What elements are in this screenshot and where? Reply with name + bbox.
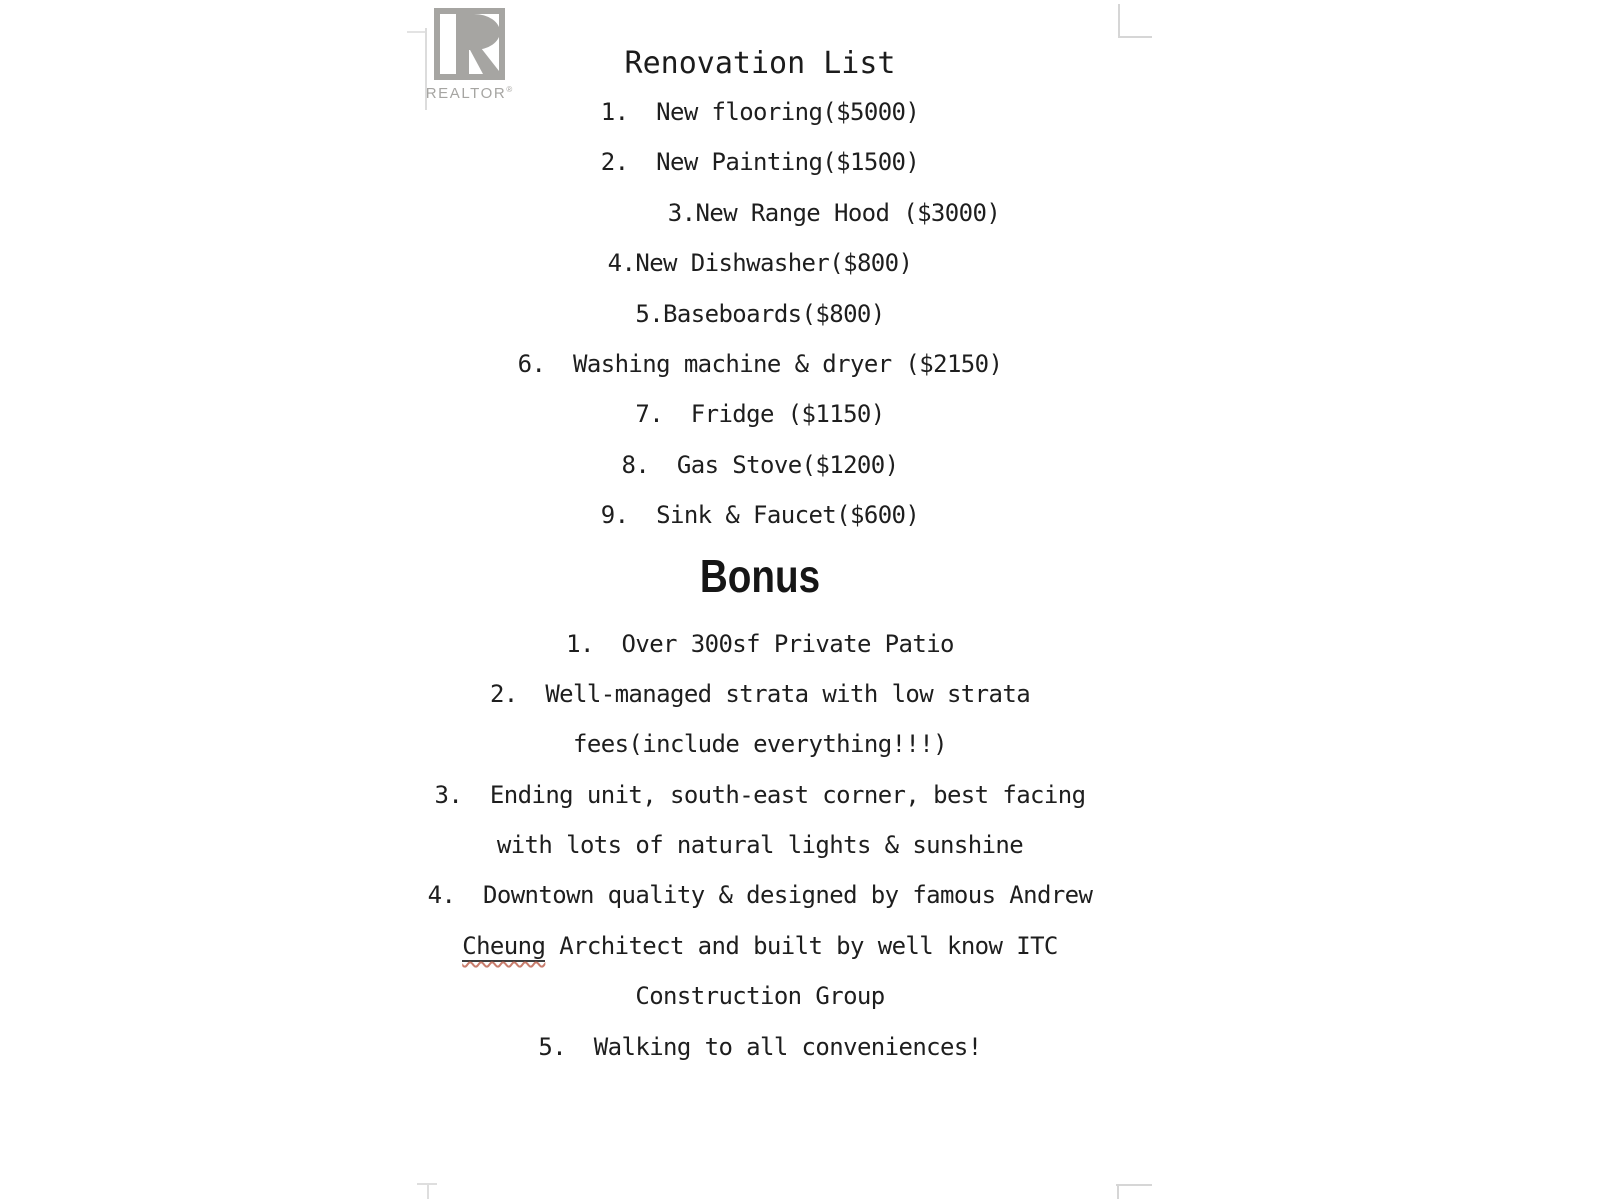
bonus-list-item [400,669,1120,770]
document-content [400,40,1120,1072]
renovation-list-item: 1. New flooring($5000) [600,98,920,126]
bonus-heading: Bonus [699,549,821,602]
bonus-list-item [400,770,1120,871]
realtor-wordmark-text: REALTOR [425,85,507,102]
renovation-list-item: 6. Washing machine & dryer ($2150) [517,349,1003,378]
spellcheck-underlined-word: Cheung [462,931,546,960]
bonus-item-line: Cheung Architect and built by well know ITC [462,931,1058,960]
bonus-list-item [400,619,1120,669]
border-fragment-top-right-horizontal [1118,36,1152,38]
border-fragment-bottom-right-vertical [1117,1184,1119,1199]
border-fragment-bottom-right-horizontal [1116,1184,1152,1186]
bonus-list-item [400,870,1120,1021]
border-fragment-top-right-vertical [1118,4,1120,38]
bonus-item-line: with lots of natural lights & sunshine [496,831,1024,860]
bonus-item-line: fees(include everything!!!) [573,730,947,759]
bonus-item-line: 4. Downtown quality & designed by famous Andrew [427,881,1093,910]
renovation-list-item: 2. New Painting($1500) [600,148,920,177]
bonus-list [400,619,1120,1073]
renovation-list-item: 7. Fridge ($1150) [635,400,885,429]
renovation-list [400,87,1120,541]
border-fragment-bottom-left-vertical [427,1183,429,1199]
registered-trademark-symbol: ® [506,85,513,94]
bonus-item-line: 2. Well-managed strata with low strata [489,679,1031,708]
bonus-item-line: 5. Walking to all conveniences! [538,1032,982,1061]
renovation-list-item: 9. Sink & Faucet($600) [600,501,920,530]
bonus-item-line: 3. Ending unit, south-east corner, best facing [434,780,1086,809]
renovation-list-item: 8. Gas Stove($1200) [621,450,899,479]
bonus-item-line: Construction Group [635,982,885,1011]
renovation-list-item: 5.Baseboards($800) [635,299,885,328]
page-title: Renovation List [624,46,896,81]
renovation-list-item: 4.New Dishwasher($800) [607,249,913,278]
renovation-list-item: 3.New Range Hood ($3000) [667,198,1001,227]
bonus-item-line: 1. Over 300sf Private Patio [566,629,954,658]
bonus-list-item [400,1022,1120,1072]
